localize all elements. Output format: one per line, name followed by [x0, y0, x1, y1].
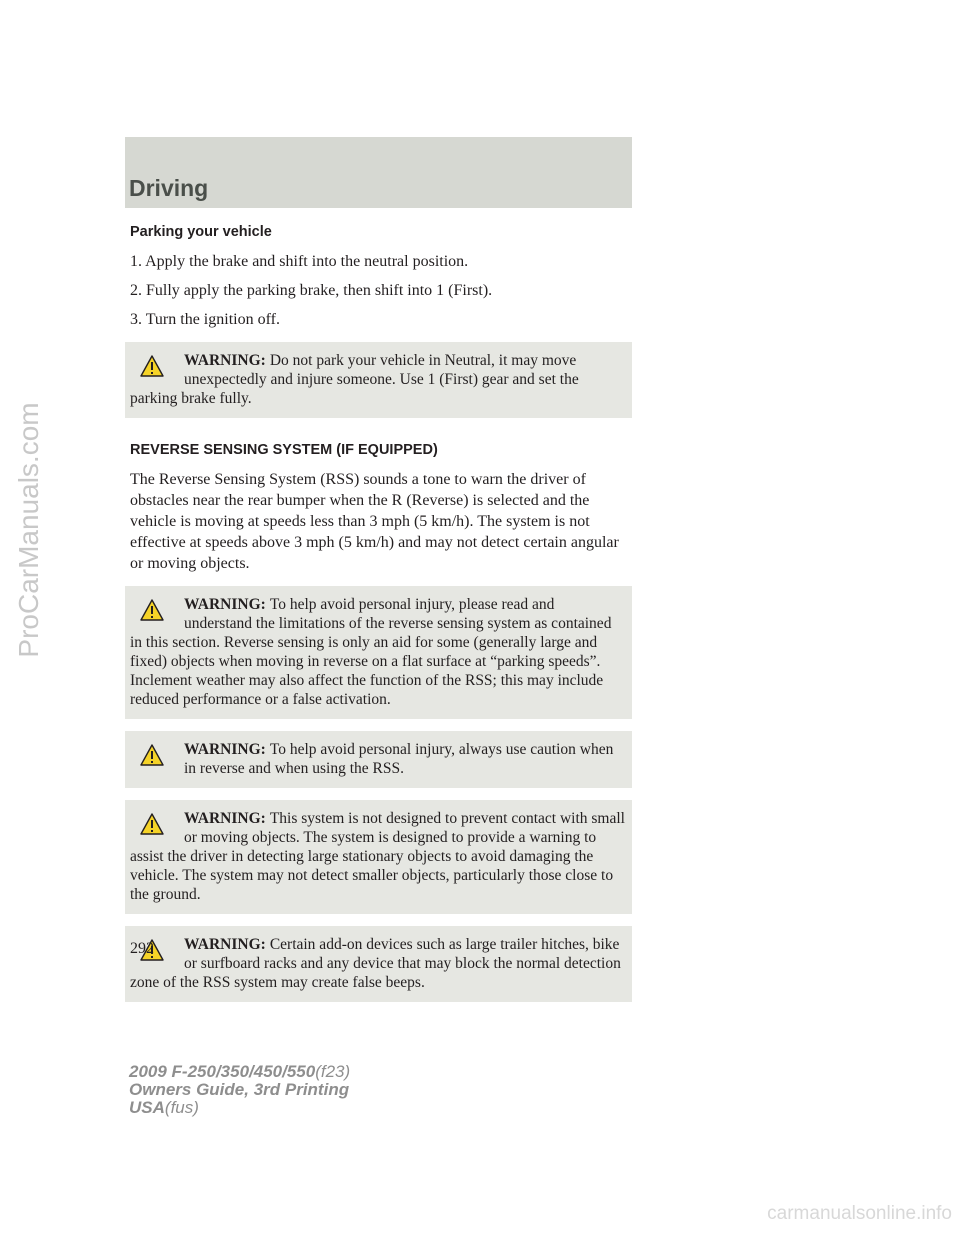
warning-box	[125, 800, 632, 914]
parking-step: 1. Apply the brake and shift into the neutral position.	[130, 253, 469, 270]
warning-label: WARNING:	[184, 810, 266, 827]
footer-market-code: (fus)	[164, 1098, 199, 1117]
page-content	[130, 222, 630, 1014]
warning-triangle-icon	[140, 599, 164, 621]
warning-box	[125, 586, 632, 719]
warning-label: WARNING:	[184, 596, 266, 613]
rss-heading: REVERSE SENSING SYSTEM (IF EQUIPPED)	[130, 442, 438, 458]
site-credit: carmanualsonline.info	[767, 1203, 952, 1224]
footer-model-code: (f23)	[315, 1062, 351, 1081]
warning-text: To help avoid personal injury, always use caution when in reverse and when using the RSS.	[184, 741, 614, 777]
document-footer	[129, 1063, 350, 1117]
side-watermark	[6, 150, 52, 910]
parking-step: 2. Fully apply the parking brake, then shift into 1 (First).	[130, 282, 493, 299]
footer-edition: Owners Guide, 3rd Printing	[129, 1080, 350, 1099]
rss-intro: The Reverse Sensing System (RSS) sounds a tone to warn the driver of obstacles near the rear bumper when the R (Reverse) is selected and the vehicle is moving at speeds less than 3 mph (5 km/h). The system is not effective at speeds above 3 mph (5 km/h) and may not detect certain angular or moving objects.	[130, 471, 619, 572]
section-title: Driving	[129, 175, 209, 201]
warning-triangle-icon	[140, 744, 164, 766]
warning-label: WARNING:	[184, 936, 266, 953]
warning-label: WARNING:	[184, 741, 266, 758]
warning-text: Do not park your vehicle in Neutral, it may move unexpectedly and injure someone. Use 1 (First) gear and set the parking brake fully.	[130, 352, 579, 407]
warning-text: To help avoid personal injury, please read and understand the limitations of the reverse sensing system as contained in this section. Reverse sensing is only an aid for some (generally large and fixed) objects when moving in reverse on a flat surface at “parking speeds”. Inclement weather may also affect the function of the RSS; this may include reduced performance or a false activation.	[130, 596, 612, 708]
warning-box	[125, 926, 632, 1002]
parking-step: 3. Turn the ignition off.	[130, 311, 280, 328]
warning-triangle-icon	[140, 355, 164, 377]
parking-heading: Parking your vehicle	[130, 224, 272, 240]
section-header	[125, 137, 632, 208]
warning-box	[125, 342, 632, 418]
footer-market: USA	[129, 1098, 165, 1117]
warning-triangle-icon	[140, 813, 164, 835]
watermark-text: ProCarManuals.com	[13, 402, 44, 658]
warning-box	[125, 731, 632, 788]
page-number: 292	[130, 940, 154, 957]
footer-model: 2009 F-250/350/450/550	[129, 1062, 316, 1081]
warning-label: WARNING:	[184, 352, 266, 369]
warning-text: Certain add-on devices such as large trailer hitches, bike or surfboard racks and any device that may block the normal detection zone of the RSS system may create false beeps.	[130, 936, 621, 991]
warning-text: This system is not designed to prevent contact with small or moving objects. The system is designed to provide a warning to assist the driver in detecting large stationary objects to avoid damaging the vehicle. The system may not detect smaller objects, particularly those close to the ground.	[130, 810, 625, 903]
